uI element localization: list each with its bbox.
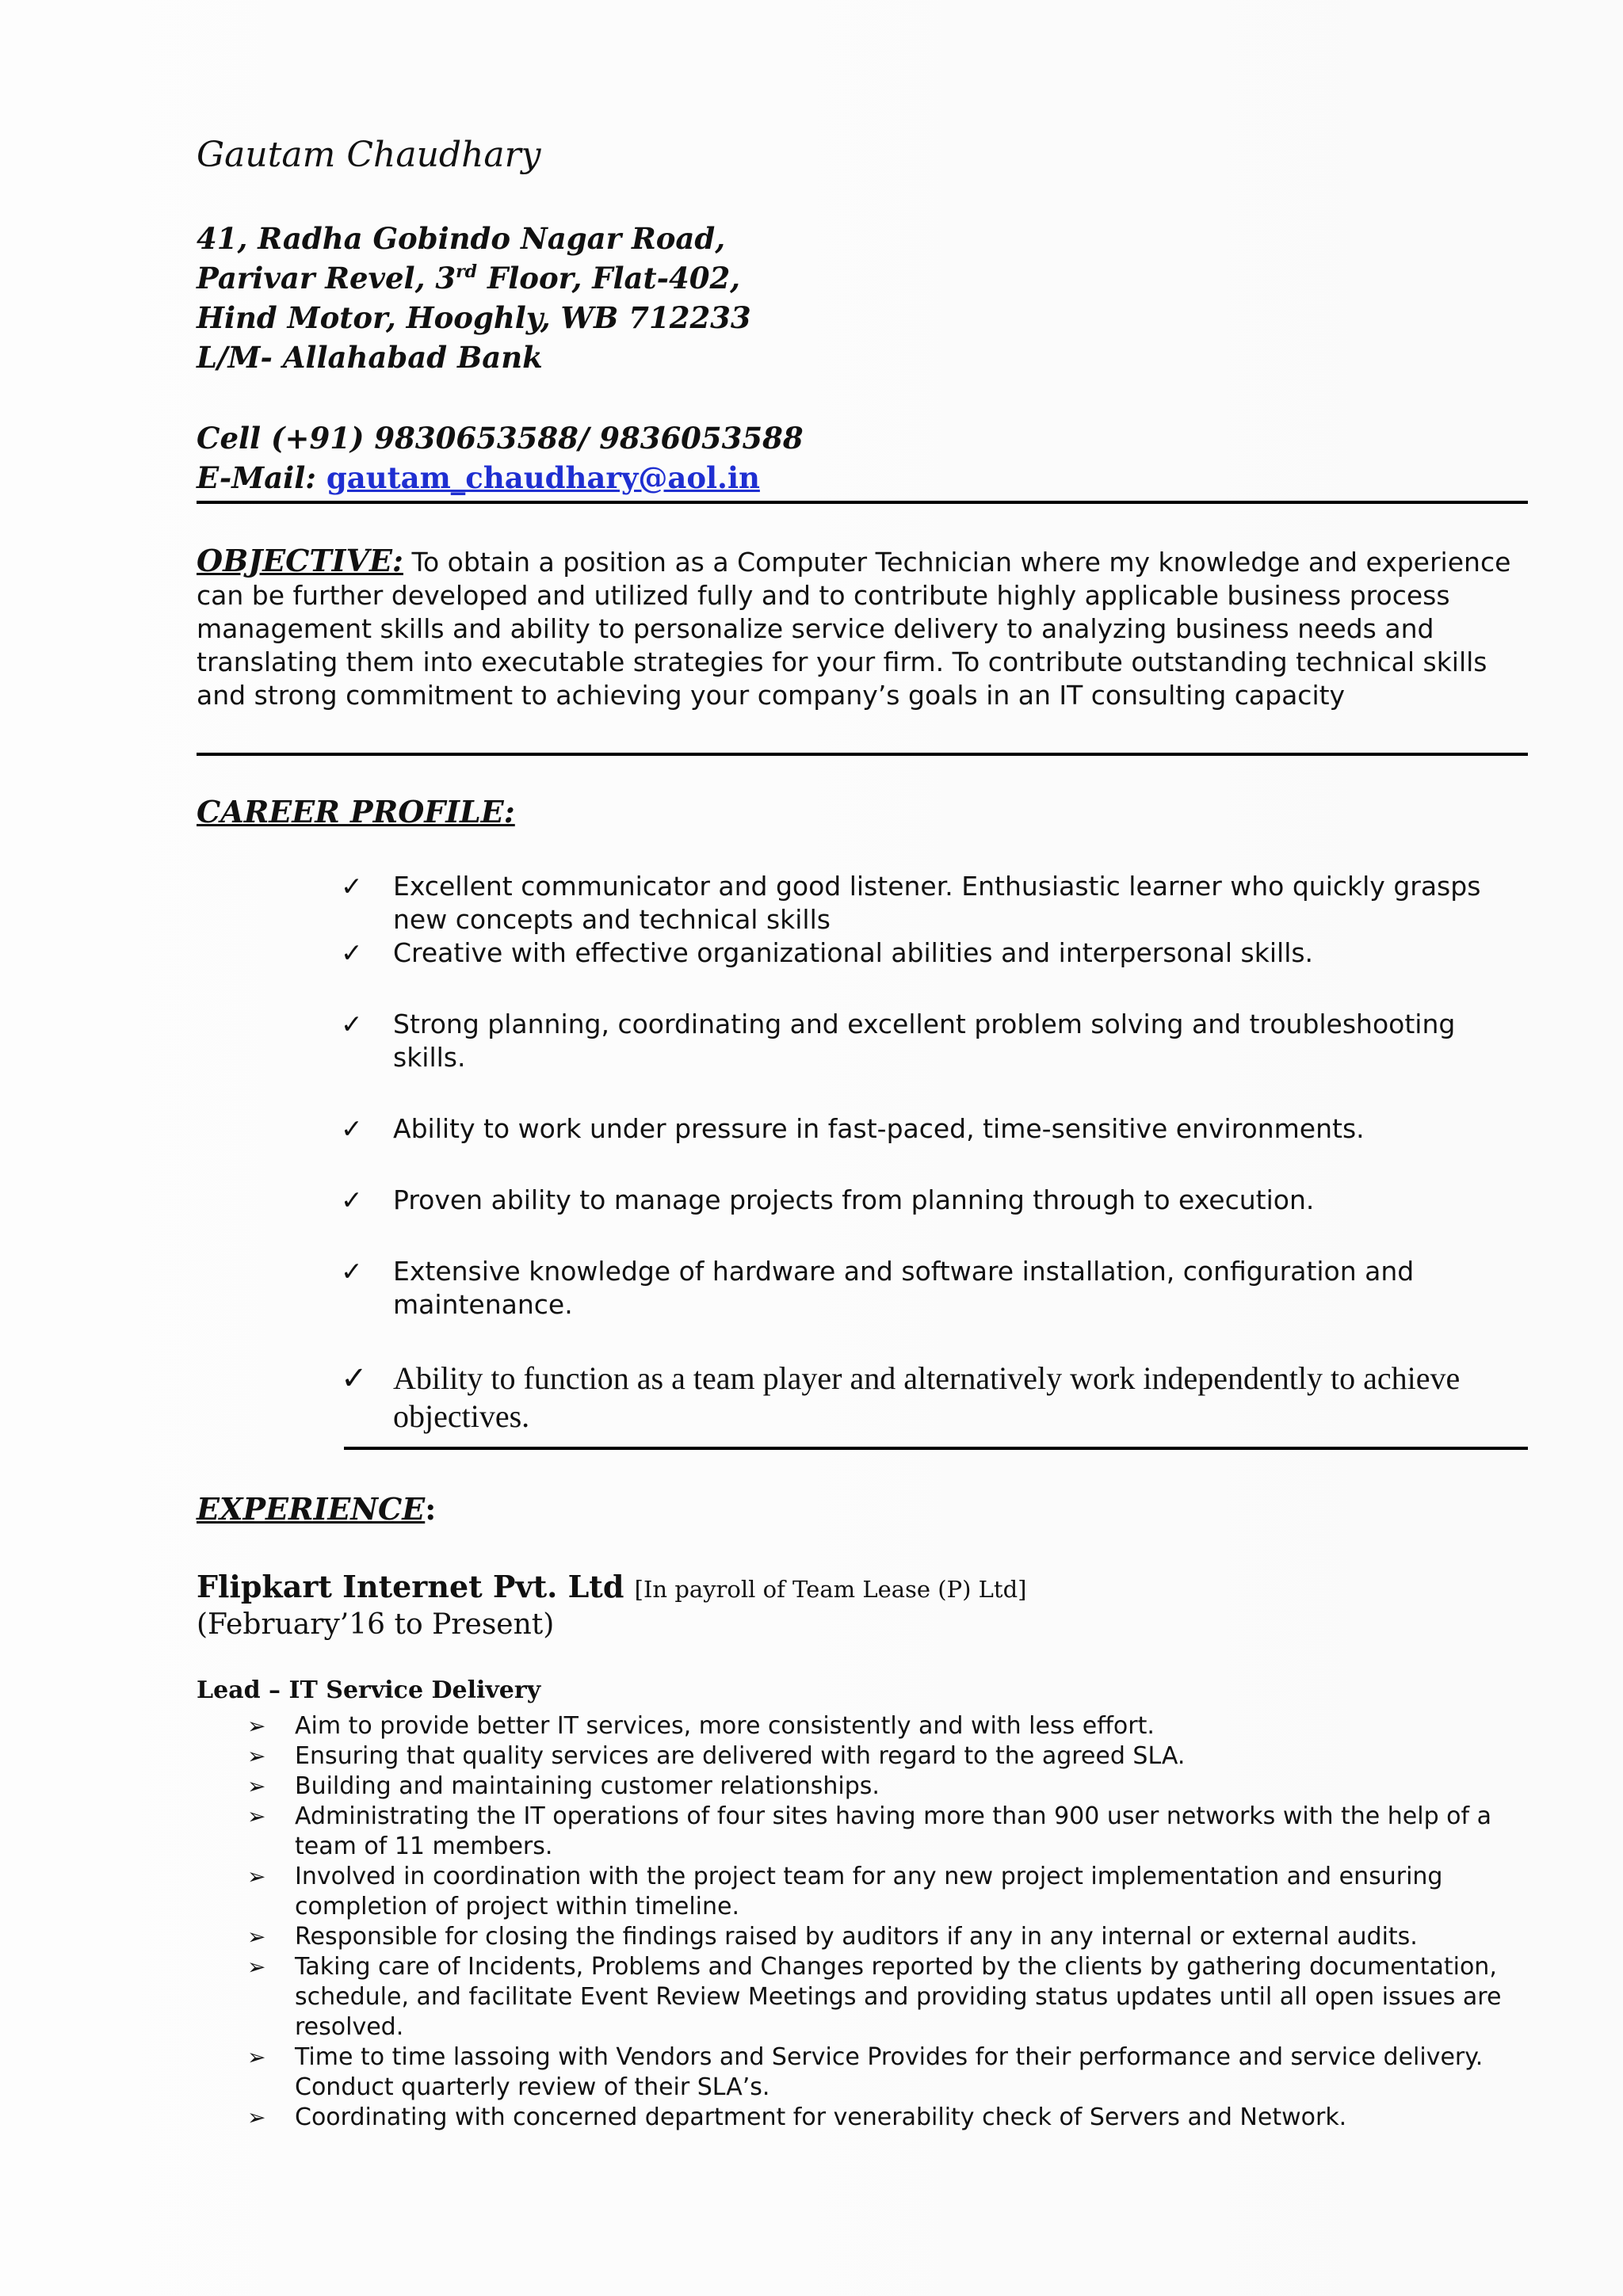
arrow-bullet-icon: ➢ [247, 1743, 266, 1769]
list-item [246, 1711, 1529, 1741]
job-role: Lead – IT Service Delivery [197, 1676, 541, 1704]
payroll-note: [In payroll of Team Lease (P) Ltd] [634, 1576, 1027, 1603]
ordinal-suffix: rd [456, 261, 478, 282]
list-item [246, 1952, 1529, 2042]
career-item-text: Ability to work under pressure in fast-paced, time-sensitive environments. [393, 1113, 1365, 1144]
address-line-2-start: Parivar Revel, 3 [197, 261, 456, 296]
address-block [197, 219, 751, 377]
address-line-3: Hind Motor, Hooghly, WB 712233 [197, 300, 751, 335]
career-item-text: Ability to function as a team player and alternatively work independently to achieve objectives. [393, 1360, 1461, 1434]
employment-period: (February’16 to Present) [197, 1608, 555, 1641]
duty-text: Coordinating with concerned department for venerability check of Servers and Network. [295, 2103, 1347, 2131]
divider-career-profile [344, 1447, 1528, 1450]
email-line [197, 458, 804, 498]
objective-text: To obtain a position as a Computer Technician where my knowledge and experience can be further developed and utilized fully and to contribute highly applicable business process management skills and ability to personalize service delivery to analyzing business needs and translating them into executable strategies for your firm. To contribute outstanding technical skills and strong commitment to achieving your company’s goals in an IT consulting capacity [197, 547, 1511, 711]
arrow-bullet-icon: ➢ [247, 1773, 266, 1799]
list-item [246, 2103, 1529, 2133]
experience-heading-text: EXPERIENCE [197, 1491, 426, 1527]
divider-objective [197, 753, 1528, 756]
career-profile-list [341, 870, 1529, 1436]
address-line-1: 41, Radha Gobindo Nagar Road, [197, 221, 726, 256]
experience-heading-colon: : [425, 1491, 437, 1527]
list-item [341, 870, 1529, 936]
career-item-text: Proven ability to manage projects from planning through to execution. [393, 1184, 1315, 1215]
checkmark-icon: ✓ [341, 937, 363, 968]
arrow-bullet-icon: ➢ [247, 1954, 266, 1980]
list-item [246, 1772, 1529, 1802]
candidate-name: Gautam Chaudhary [197, 135, 541, 175]
list-item [246, 1862, 1529, 1922]
duty-text: Building and maintaining customer relationships. [295, 1772, 880, 1800]
list-item [246, 1802, 1529, 1862]
arrow-bullet-icon: ➢ [247, 1924, 266, 1950]
career-item-text: Excellent communicator and good listener. Enthusiastic learner who quickly grasps new concepts and technical skills [393, 871, 1481, 935]
list-item [341, 1184, 1529, 1217]
career-profile-heading: CAREER PROFILE: [197, 794, 515, 830]
arrow-bullet-icon: ➢ [247, 1863, 266, 1890]
list-item [341, 936, 1529, 970]
duty-text: Responsible for closing the findings raised by auditors if any in any internal or external audits. [295, 1923, 1418, 1951]
checkmark-icon: ✓ [341, 1360, 368, 1396]
checkmark-icon: ✓ [341, 1184, 363, 1215]
address-line-4: L/M- Allahabad Bank [197, 340, 543, 375]
checkmark-icon: ✓ [341, 1256, 363, 1287]
duty-text: Ensuring that quality services are delivered with regard to the agreed SLA. [295, 1742, 1186, 1770]
duty-text: Administrating the IT operations of four sites having more than 900 user networks with the help of a team of 11 members. [295, 1802, 1492, 1860]
contact-block [197, 418, 804, 498]
arrow-bullet-icon: ➢ [247, 2044, 266, 2070]
experience-duties-list [246, 1711, 1529, 2133]
arrow-bullet-icon: ➢ [247, 1713, 266, 1739]
list-item [246, 1741, 1529, 1772]
list-item [341, 1112, 1529, 1146]
list-item [341, 1360, 1529, 1436]
checkmark-icon: ✓ [341, 1009, 363, 1039]
experience-heading [197, 1491, 436, 1527]
email-link[interactable]: gautam_chaudhary@aol.in [326, 460, 760, 495]
cell-number: Cell (+91) 9830653588/ 9836053588 [197, 421, 804, 456]
list-item [246, 2042, 1529, 2103]
career-item-text: Creative with effective organizational abilities and interpersonal skills. [393, 937, 1314, 968]
career-item-text: Strong planning, coordinating and excellent problem solving and troubleshooting skills. [393, 1009, 1456, 1073]
duty-text: Time to time lassoing with Vendors and Service Provides for their performance and service delivery. Conduct quarterly review of their SLA’s. [295, 2043, 1484, 2101]
list-item [341, 1008, 1529, 1074]
arrow-bullet-icon: ➢ [247, 2104, 266, 2130]
address-line-2-end: Floor, Flat-402, [477, 261, 741, 296]
company-name: Flipkart Internet Pvt. Ltd [197, 1569, 624, 1604]
arrow-bullet-icon: ➢ [247, 1803, 266, 1829]
list-item [341, 1255, 1529, 1322]
address-line-2 [197, 258, 751, 298]
checkmark-icon: ✓ [341, 871, 363, 902]
duty-text: Taking care of Incidents, Problems and Changes reported by the clients by gathering documentation, schedule, and facilitate Event Review Meetings and providing status updates until all open issues are resolved. [295, 1953, 1502, 2041]
objective-section [197, 544, 1528, 712]
objective-label: OBJECTIVE: [197, 543, 403, 578]
company-line [197, 1569, 1026, 1604]
divider-header [197, 501, 1528, 504]
list-item [246, 1922, 1529, 1952]
duty-text: Aim to provide better IT services, more consistently and with less effort. [295, 1712, 1155, 1740]
career-item-text: Extensive knowledge of hardware and software installation, configuration and maintenance. [393, 1256, 1415, 1320]
email-label: E-Mail: [197, 460, 316, 495]
checkmark-icon: ✓ [341, 1113, 363, 1144]
duty-text: Involved in coordination with the project team for any new project implementation and ensuring completion of project within timeline. [295, 1863, 1443, 1920]
